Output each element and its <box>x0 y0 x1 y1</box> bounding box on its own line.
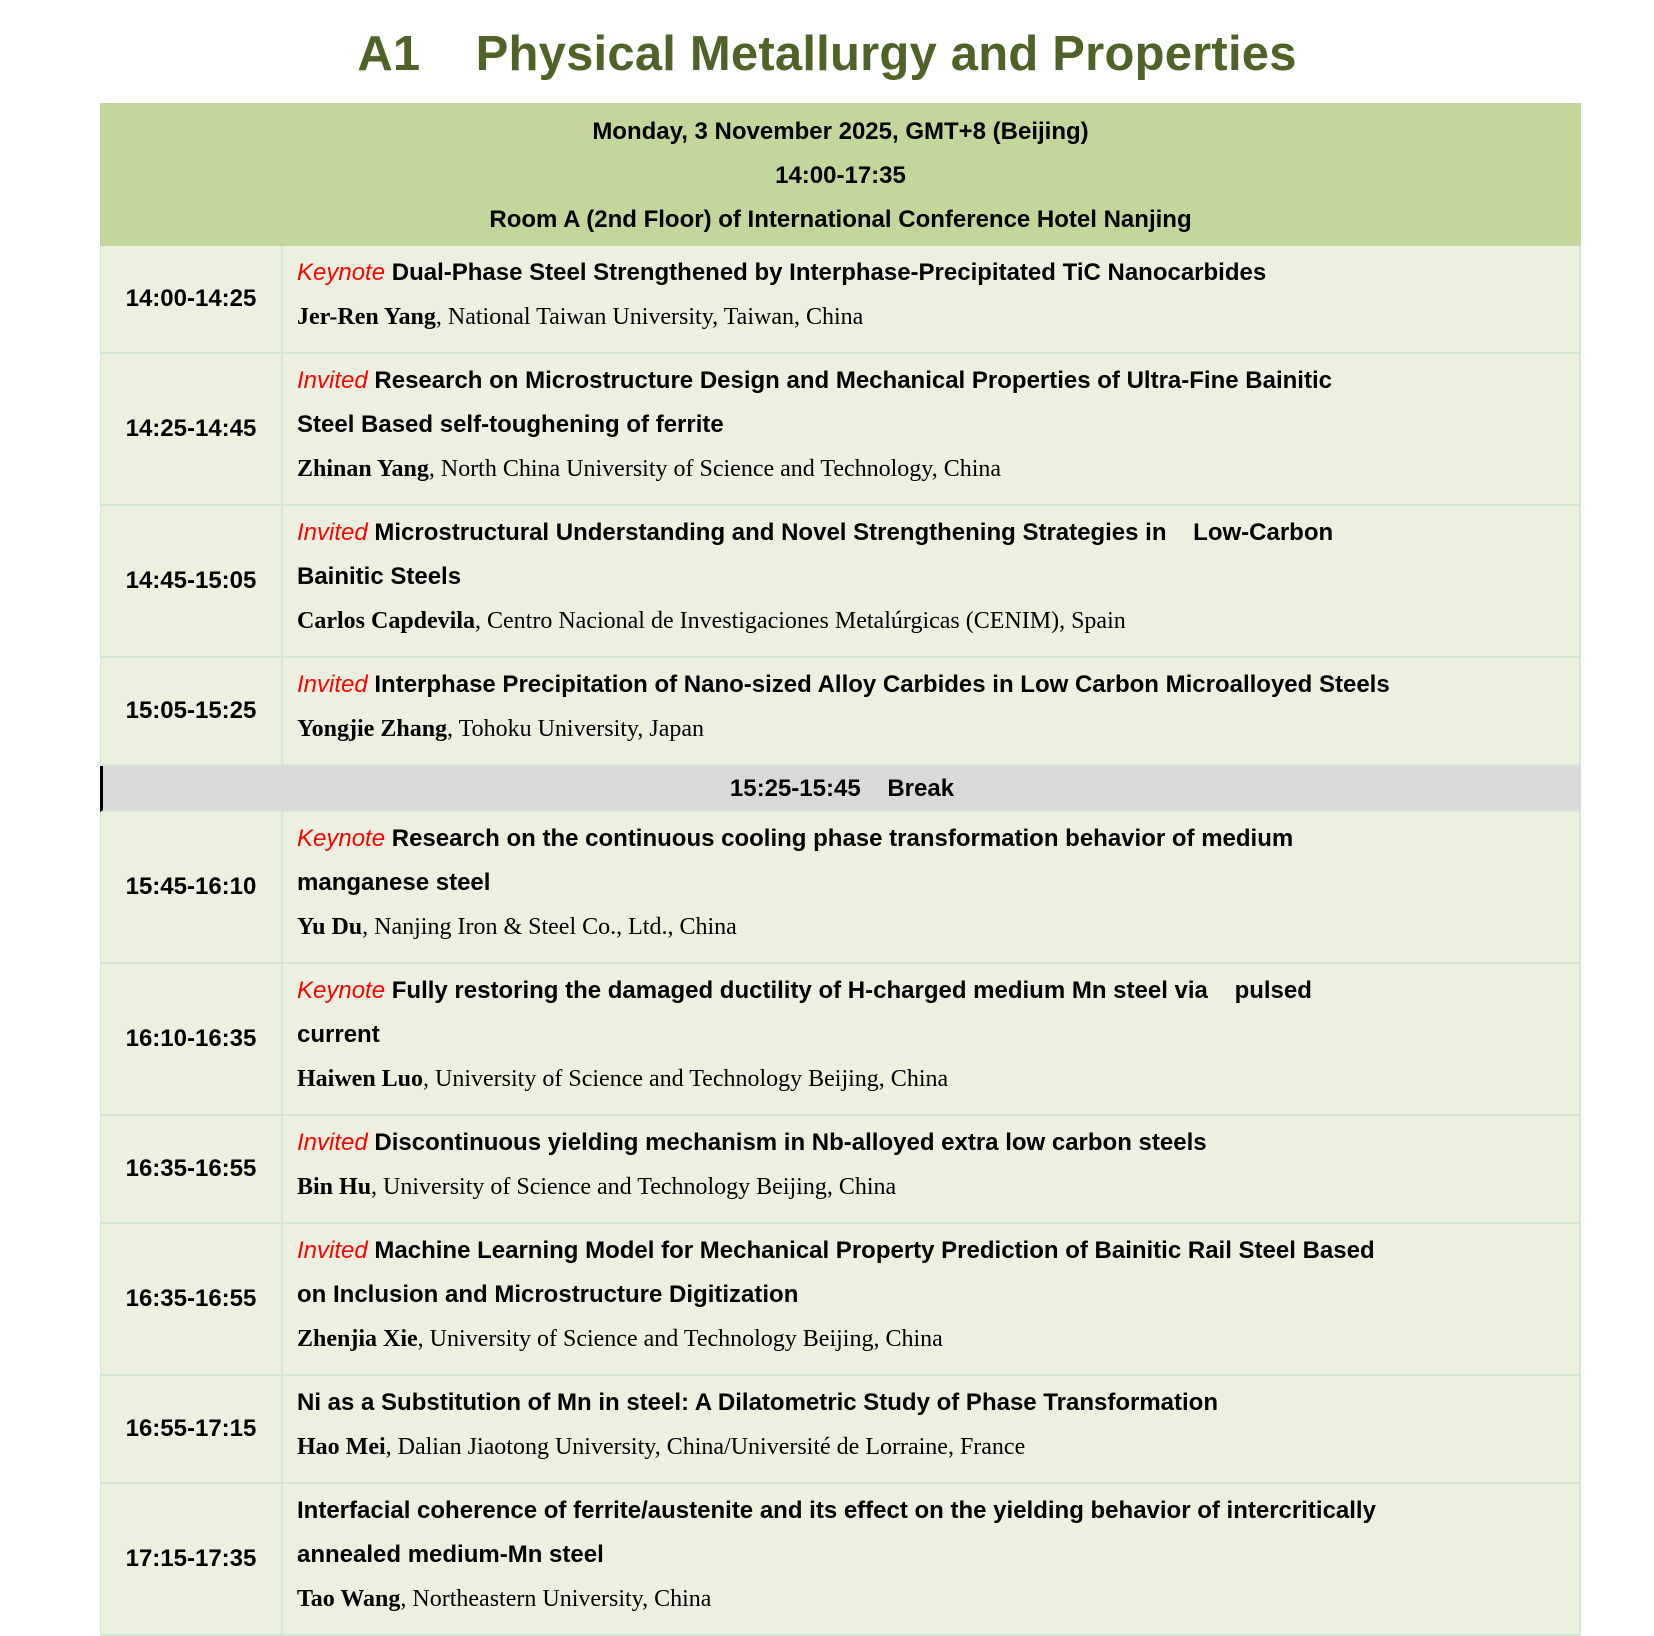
speaker-affiliation: , University of Science and Technology Beijing, China <box>417 1326 943 1352</box>
talk-row <box>100 1376 1581 1484</box>
talk-type-tag: Invited <box>297 519 368 546</box>
talk-title-text: Interfacial coherence of ferrite/austenite and its effect on the yielding behavior of intercritically <box>297 1497 1376 1524</box>
talk-type-tag: Invited <box>297 1129 368 1156</box>
talk-title-text: Bainitic Steels <box>297 563 462 590</box>
talk-type-tag: Invited <box>297 671 368 698</box>
talk-details <box>283 354 1579 504</box>
talk-speaker <box>297 1057 1565 1101</box>
talk-row <box>100 246 1581 354</box>
talk-time: 14:00-14:25 <box>101 246 283 352</box>
speaker-name: Yongjie Zhang <box>297 716 448 742</box>
talk-time: 16:35-16:55 <box>101 1224 283 1374</box>
talk-row <box>100 506 1581 658</box>
speaker-name: Zhinan Yang <box>297 456 429 482</box>
talk-title-line <box>297 663 1565 707</box>
talk-title-line <box>297 1121 1565 1165</box>
talk-title-line <box>297 969 1565 1013</box>
talk-type-tag: Keynote <box>297 825 386 852</box>
speaker-name: Tao Wang <box>297 1586 401 1612</box>
talk-row <box>100 658 1581 766</box>
talk-title-text: Microstructural Understanding and Novel Strengthening Strategies in Low-Carbon <box>374 519 1334 546</box>
talk-time: 16:35-16:55 <box>101 1116 283 1222</box>
talk-title-line <box>297 817 1565 861</box>
speaker-name: Hao Mei <box>297 1434 386 1460</box>
talk-title-text: Machine Learning Model for Mechanical Property Prediction of Bainitic Rail Steel Based <box>374 1237 1375 1264</box>
talk-row <box>100 812 1581 964</box>
talk-title-line <box>297 1013 1565 1057</box>
talk-title-line <box>297 1229 1565 1273</box>
talk-row <box>100 1484 1581 1636</box>
speaker-name: Haiwen Luo <box>297 1066 424 1092</box>
page-title: A1 Physical Metallurgy and Properties <box>357 27 1297 81</box>
talk-speaker <box>297 707 1565 751</box>
session-rows-after-break <box>100 812 1581 1636</box>
talk-title-text: Steel Based self-toughening of ferrite <box>297 411 724 438</box>
speaker-affiliation: , University of Science and Technology Beijing, China <box>423 1066 949 1092</box>
talk-title-line <box>297 1533 1565 1577</box>
talk-details <box>283 506 1579 656</box>
talk-title-line <box>297 1489 1565 1533</box>
talk-title-text: Discontinuous yielding mechanism in Nb-alloyed extra low carbon steels <box>374 1129 1207 1156</box>
talk-title-line <box>297 1273 1565 1317</box>
session-rows-before-break <box>100 246 1581 766</box>
schedule-table <box>100 103 1581 1636</box>
talk-speaker <box>297 905 1565 949</box>
talk-title-text: Dual-Phase Steel Strengthened by Interphase-Precipitated TiC Nanocarbides <box>391 259 1267 286</box>
talk-time: 15:05-15:25 <box>101 658 283 764</box>
talk-time: 17:15-17:35 <box>101 1484 283 1634</box>
talk-title-line <box>297 251 1565 295</box>
talk-speaker <box>297 599 1565 643</box>
talk-time: 16:55-17:15 <box>101 1376 283 1482</box>
speaker-name: Bin Hu <box>297 1174 372 1200</box>
talk-speaker <box>297 447 1565 491</box>
speaker-affiliation: , Northeastern University, China <box>400 1586 712 1612</box>
speaker-name: Zhenjia Xie <box>297 1326 418 1352</box>
talk-title-text: Interphase Precipitation of Nano-sized Alloy Carbides in Low Carbon Microalloyed Steels <box>374 671 1390 698</box>
break-row: 15:25-15:45 Break <box>100 766 1581 812</box>
talk-speaker <box>297 1165 1565 1209</box>
talk-title-line <box>297 555 1565 599</box>
talk-title-text: on Inclusion and Microstructure Digitization <box>297 1281 799 1308</box>
session-date: Monday, 3 November 2025, GMT+8 (Beijing) <box>592 118 1089 145</box>
talk-details <box>283 1224 1579 1374</box>
talk-title-text: Research on the continuous cooling phase transformation behavior of medium <box>391 825 1294 852</box>
speaker-name: Yu Du <box>297 914 363 940</box>
talk-title-line <box>297 861 1565 905</box>
speaker-name: Jer-Ren Yang <box>297 304 436 330</box>
talk-row <box>100 1116 1581 1224</box>
talk-details <box>283 1116 1579 1222</box>
speaker-name: Carlos Capdevila <box>297 608 476 634</box>
session-time-range: 14:00-17:35 <box>775 162 906 189</box>
speaker-affiliation: , National Taiwan University, Taiwan, China <box>435 304 864 330</box>
session-header <box>100 103 1581 246</box>
talk-details <box>283 246 1579 352</box>
session-location: Room A (2nd Floor) of International Conference Hotel Nanjing <box>489 206 1192 233</box>
talk-time: 14:25-14:45 <box>101 354 283 504</box>
talk-title-line <box>297 1381 1565 1425</box>
talk-type-tag: Invited <box>297 1237 368 1264</box>
talk-speaker <box>297 1425 1565 1469</box>
talk-title-line <box>297 359 1565 403</box>
talk-details <box>283 964 1579 1114</box>
talk-details <box>283 812 1579 962</box>
speaker-affiliation: , Centro Nacional de Investigaciones Metalúrgicas (CENIM), Spain <box>475 608 1126 634</box>
talk-details <box>283 658 1579 764</box>
talk-time: 16:10-16:35 <box>101 964 283 1114</box>
talk-details <box>283 1484 1579 1634</box>
talk-title-text: Research on Microstructure Design and Mechanical Properties of Ultra-Fine Bainitic <box>374 367 1332 394</box>
talk-details <box>283 1376 1579 1482</box>
talk-type-tag: Keynote <box>297 259 386 286</box>
talk-title-text: current <box>297 1021 380 1048</box>
speaker-affiliation: , Dalian Jiaotong University, China/Université de Lorraine, France <box>385 1434 1026 1460</box>
talk-title-text: manganese steel <box>297 869 491 896</box>
talk-row <box>100 964 1581 1116</box>
talk-title-text: Ni as a Substitution of Mn in steel: A Dilatometric Study of Phase Transformation <box>297 1389 1218 1416</box>
speaker-affiliation: , North China University of Science and Technology, China <box>428 456 1002 482</box>
talk-title-line <box>297 511 1565 555</box>
talk-speaker <box>297 1317 1565 1361</box>
talk-type-tag: Invited <box>297 367 368 394</box>
speaker-affiliation: , University of Science and Technology Beijing, China <box>371 1174 897 1200</box>
talk-title-line <box>297 403 1565 447</box>
talk-speaker <box>297 295 1565 339</box>
talk-title-text: Fully restoring the damaged ductility of H-charged medium Mn steel via pulsed <box>391 977 1312 1004</box>
talk-time: 15:45-16:10 <box>101 812 283 962</box>
talk-row <box>100 1224 1581 1376</box>
speaker-affiliation: , Nanjing Iron & Steel Co., Ltd., China <box>362 914 737 940</box>
talk-time: 14:45-15:05 <box>101 506 283 656</box>
talk-row <box>100 354 1581 506</box>
speaker-affiliation: , Tohoku University, Japan <box>447 716 705 742</box>
talk-title-text: annealed medium-Mn steel <box>297 1541 604 1568</box>
talk-speaker <box>297 1577 1565 1621</box>
talk-type-tag: Keynote <box>297 977 386 1004</box>
